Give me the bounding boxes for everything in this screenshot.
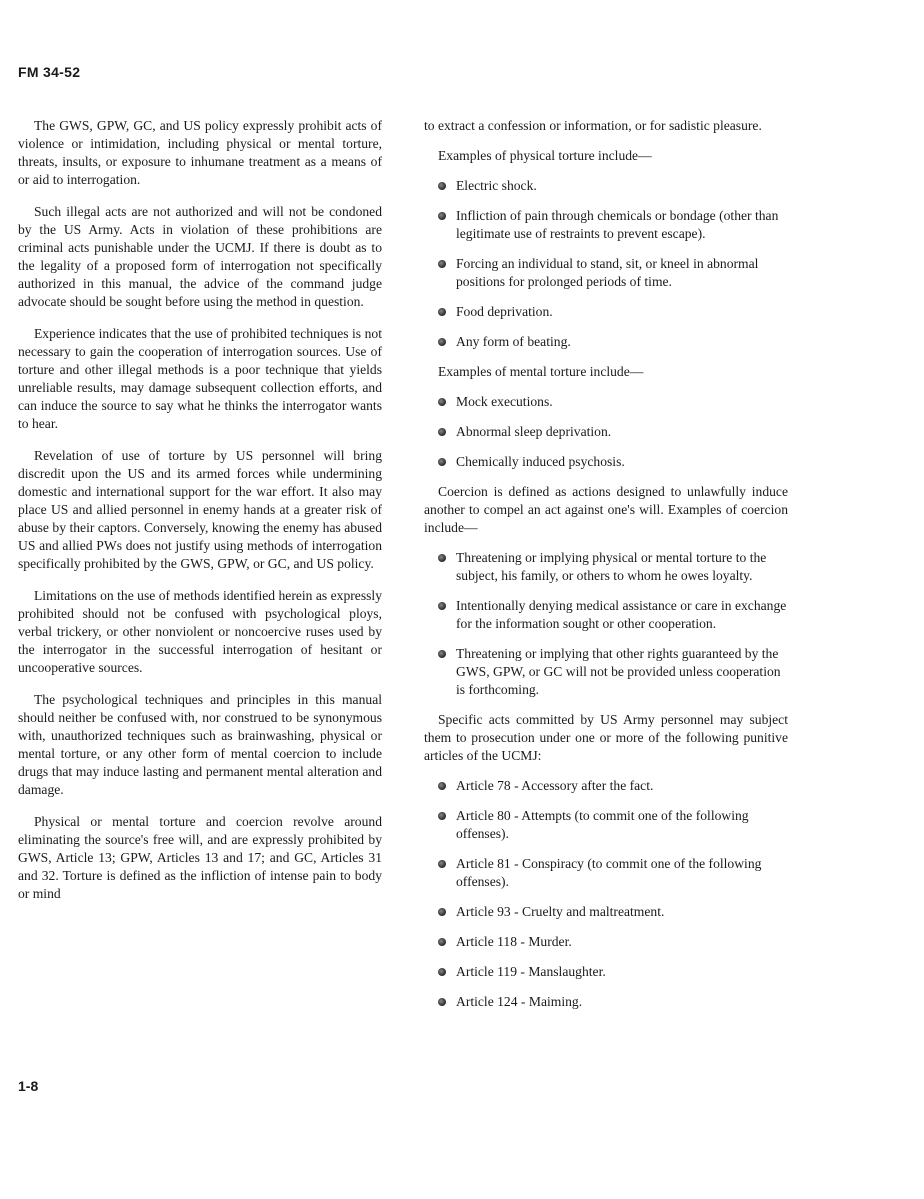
bullet-icon — [438, 860, 446, 868]
bullet-icon — [438, 554, 446, 562]
bullet-icon — [438, 650, 446, 658]
list-item: Article 81 - Conspiracy (to commit one of the following offenses). — [424, 855, 788, 891]
bullet-icon — [438, 998, 446, 1006]
paragraph-experience: Experience indicates that the use of prohibited techniques is not necessary to gain the cooperation of interrogation sources. Use of torture and other illegal methods is a poor technique that yields unreliable results, may damage subsequent collection efforts, and can induce the source to say what he thinks the interrogator wants to hear. — [18, 326, 382, 431]
list-item: Infliction of pain through chemicals or bondage (other than legitimate use of restraints to prevent escape). — [424, 207, 788, 243]
right-column — [424, 117, 788, 1023]
bullet-icon — [438, 602, 446, 610]
coercion-list — [424, 549, 788, 699]
bullet-icon — [438, 260, 446, 268]
bullet-icon — [438, 938, 446, 946]
bullet-icon — [438, 458, 446, 466]
list-item: Article 118 - Murder. — [424, 933, 788, 951]
bullet-icon — [438, 212, 446, 220]
list-item: Threatening or implying that other rights guaranteed by the GWS, GPW, or GC will not be provided unless cooperation is forthcoming. — [424, 645, 788, 699]
list-item: Mock executions. — [424, 393, 788, 411]
paragraph-continuation: to extract a confession or information, or for sadistic pleasure. — [424, 118, 762, 133]
list-item: Article 93 - Cruelty and maltreatment. — [424, 903, 788, 921]
paragraph-policy: The GWS, GPW, GC, and US policy expressly prohibit acts of violence or intimidation, including physical or mental torture, threats, insults, or exposure to inhumane treatment as a means of or aid to interrogation. — [18, 118, 382, 187]
physical-torture-list — [424, 177, 788, 351]
list-item: Article 124 - Maiming. — [424, 993, 788, 1011]
paragraph-revelation: Revelation of use of torture by US personnel will bring discredit upon the US and its armed forces while undermining domestic and international support for the war effort. It also may place US and allied personnel in enemy hands at a greater risk of abuse by their captors. Conversely, knowing the enemy has abused US and allied PWs does not justify using methods of interrogation specifically prohibited by the GWS, GPW, or GC, and US policy. — [18, 448, 382, 571]
bullet-icon — [438, 308, 446, 316]
mental-torture-lead: Examples of mental torture include— — [438, 364, 644, 379]
list-item: Intentionally denying medical assistance or care in exchange for the information sought or other cooperation. — [424, 597, 788, 633]
list-item: Threatening or implying physical or mental torture to the subject, his family, or others to whom he owes loyalty. — [424, 549, 788, 585]
ucmj-articles-list — [424, 777, 788, 1011]
list-item: Any form of beating. — [424, 333, 788, 351]
list-item: Article 119 - Manslaughter. — [424, 963, 788, 981]
list-item: Food deprivation. — [424, 303, 788, 321]
left-column — [18, 117, 382, 917]
list-item: Article 78 - Accessory after the fact. — [424, 777, 788, 795]
list-item: Chemically induced psychosis. — [424, 453, 788, 471]
list-item: Abnormal sleep deprivation. — [424, 423, 788, 441]
bullet-icon — [438, 968, 446, 976]
list-item: Article 80 - Attempts (to commit one of the following offenses). — [424, 807, 788, 843]
page-number-footer: 1-8 — [18, 1078, 39, 1094]
paragraph-psychological-techniques: The psychological techniques and principles in this manual should neither be confused with, nor construed to be synonymous with, unauthorized techniques such as brainwashing, physical or mental torture, or any other form of mental coercion to include drugs that may induce lasting and permanent mental alteration and damage. — [18, 692, 382, 797]
paragraph-coercion-definition: Coercion is defined as actions designed to unlawfully induce another to compel an act against one's will. Examples of coercion include— — [424, 484, 788, 535]
mental-torture-list — [424, 393, 788, 471]
bullet-icon — [438, 782, 446, 790]
bullet-icon — [438, 182, 446, 190]
bullet-icon — [438, 908, 446, 916]
paragraph-limitations: Limitations on the use of methods identified herein as expressly prohibited should not be confused with psychological ploys, verbal trickery, or other nonviolent or noncoercive ruses used by the interrogator in the successful interrogation of hesitant or uncooperative sources. — [18, 588, 382, 675]
paragraph-torture-definition: Physical or mental torture and coercion revolve around eliminating the source's free will, and are expressly prohibited by GWS, Article 13; GPW, Articles 13 and 17; and GC, Articles 31 and 32. Torture is defined as the infliction of intense pain to body or mind — [18, 814, 382, 901]
document-id-header: FM 34-52 — [18, 64, 81, 80]
paragraph-illegal-acts: Such illegal acts are not authorized and will not be condoned by the US Army. Acts in violation of these prohibitions are criminal acts punishable under the UCMJ. If there is doubt as to the legality of a proposed form of interrogation not specifically authorized in this manual, the advice of the command judge advocate should be sought before using the method in question. — [18, 204, 382, 309]
bullet-icon — [438, 398, 446, 406]
bullet-icon — [438, 338, 446, 346]
list-item: Electric shock. — [424, 177, 788, 195]
paragraph-ucmj: Specific acts committed by US Army personnel may subject them to prosecution under one or more of the following punitive articles of the UCMJ: — [424, 712, 788, 763]
bullet-icon — [438, 428, 446, 436]
physical-torture-lead: Examples of physical torture include— — [438, 148, 652, 163]
list-item: Forcing an individual to stand, sit, or kneel in abnormal positions for prolonged periods of time. — [424, 255, 788, 291]
bullet-icon — [438, 812, 446, 820]
